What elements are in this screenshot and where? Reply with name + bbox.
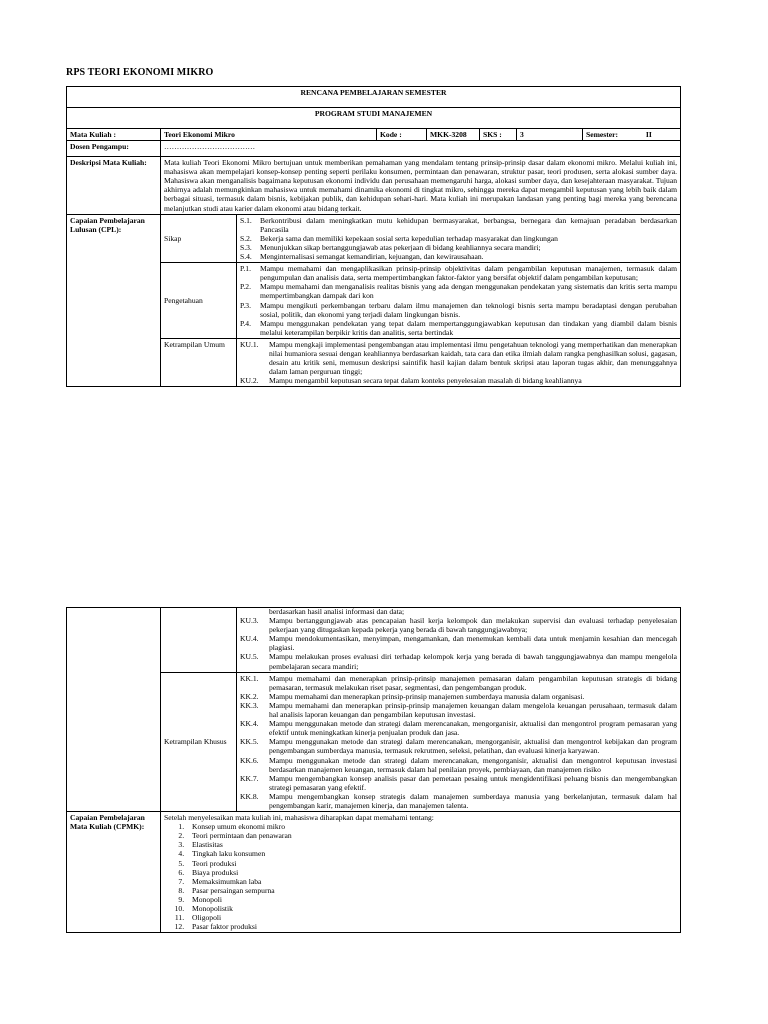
rps-table-page-1 <box>66 86 681 387</box>
ku-item-continued: berdasarkan hasil analisi informasi dan data; <box>269 607 405 616</box>
pengetahuan-item: P.2. Mampu memahami dan menganalisis realitas bisnis yang ada dengan menggunakan pendekatan yang sistematis dan kritis serta mampu mempertimbangkan dampak dari kon <box>240 282 677 301</box>
pengetahuan-item: P.1. Mampu memahami dan mengaplikasikan prinsip-prinsip objektivitas dalam pengambilan keputusan manajemen, termasuk dalam pengumpulan dan analisis data, serta mempertimbangkan faktor-faktor yang bersifat objektif dalam pengambilan keputusan; <box>240 264 677 283</box>
sikap-label: Sikap <box>161 214 237 262</box>
page-2 <box>0 500 768 1024</box>
sikap-item: S.4. Menginternalisasi semangat kemandirian, kejuangan, dan kewirausahaan. <box>240 252 484 262</box>
sikap-item: S.3. Menunjukkan sikap bertanggungjawab atas pekerjaan di bidang keahliannya secara mandiri; <box>240 242 541 252</box>
dosen-value: ……………………………… <box>161 141 681 157</box>
ketrampilan-umum-list <box>237 338 681 386</box>
cpmk-item: 9. Monopoli <box>186 895 677 904</box>
rps-table-page-2 <box>66 607 681 933</box>
cpmk-label: Capaian Pembelajaran Mata Kuliah (CPMK): <box>67 812 161 933</box>
kk-item: KK.6. Mampu menggunakan metode dan strategi dalam merencanakan, mengorganisir, aktualisi dan mengontrol keputusan investasi berdasarkan manajemen keuangan, termasuk dalam hal penilaian proyek, pembiayaan, dan manajemen risiko <box>240 755 677 774</box>
kk-item: KK.7. Mampu mengembangkan konsep analisis pasar dan pemetaan pesaing untuk mengidentifikasi peluang bisnis dan mengembangkan strategi pemasaran yang efektif. <box>240 773 677 792</box>
rps-title: RENCANA PEMBELAJARAN SEMESTER <box>67 87 681 108</box>
ku-item: KU.4. Mampu mendokumentasikan, menyimpan, mengamankan, dan menemukan kembali data untuk menjamin kesahian dan mencegah plagiasi. <box>240 634 677 653</box>
kk-item: KK.2. Mampu memahami dan menerapkan prinsip-prinsip manajemen sumberdaya manusia dalam organisasi. <box>240 691 585 701</box>
mata-kuliah-value: Teori Ekonomi Mikro <box>161 129 377 141</box>
cpmk-item: 3. Elastisitas <box>186 840 677 849</box>
ku-item: KU.5. Mampu melakukan proses evaluasi diri terhadap kelompok kerja yang berada di bawah tanggungjawabnya dan mampu mengelola pembelajaran secara mandiri; <box>240 652 677 671</box>
cpmk-item: 8. Pasar persaingan sempurna <box>186 886 677 895</box>
kk-item: KK.8. Mampu mengembangkan konsep strategis dalam manajemen sumberdaya manusia yang berkelanjutan, termasuk dalam hal pengembangan karir, manajemen kinerja, dan manajemen talenta. <box>240 791 677 810</box>
pengetahuan-label: Pengetahuan <box>161 263 237 339</box>
kk-item: KK.5. Mampu menggunakan metode dan strategi dalam merencanakan, mengorganisir, aktualisi dan mengontrol kebijakan dan program pengembangan sumberdaya manusia, termasuk rekrutmen, seleksi, pelatihan, dan evaluasi kinerja karyawan. <box>240 737 677 756</box>
ku-item: KU.2. Mampu mengambil keputusan secara tepat dalam konteks penyelesaian masalah di bidang keahliannya <box>240 376 582 386</box>
kk-item: KK.3. Mampu memahami dan menerapkan prinsip-prinsip manajemen keuangan dalam mengelola keuangan perusahaan, termasuk dalam hal analisis laporan keuangan dan pengambilan keputusan investasi. <box>240 700 677 720</box>
program-title: PROGRAM STUDI MANAJEMEN <box>67 108 681 129</box>
ketrampilan-umum-label: Ketrampilan Umum <box>161 338 237 386</box>
sks-label: SKS : <box>480 129 517 141</box>
ketrampilan-khusus-label: Ketrampilan Khusus <box>161 672 237 811</box>
cpmk-item: 2. Teori permintaan dan penawaran <box>186 831 677 840</box>
page-1 <box>0 0 768 500</box>
sikap-item: S.2. Bekerja sama dan memiliki kepekaan sosial serta kepedulian terhadap masyarakat dan lingkungan <box>240 233 558 243</box>
deskripsi-label: Deskripsi Mata Kuliah: <box>67 157 161 215</box>
cpl-continued-label <box>67 608 161 812</box>
sikap-list <box>237 214 681 262</box>
pengetahuan-item: P.4. Mampu menggunakan pendekatan yang tepat dalam mempertanggungjawabkan keputusan dan tindakan yang diambil dalam bisnis melalui keterampilan berpikir kritis dan analitis, serta bertindak <box>240 318 677 337</box>
ku-item: KU.1. Mampu mengkaji implementasi pengembangan atau implementasi ilmu pengetahuan teknologi yang memperhatikan dan menerapkan nilai humaniora sesuai dengan keahliannya berdasarkan kaidah, tata cara dan etika ilmiah dalam rangka penghasilkan solusi, gagasan, desain atu kritik seni, memusun deskripsi saintifik hasil kajian dalam bentuk skripsi atau laporan tugas akhir, dan menunggahnya dalam laman perguruan tinggi; <box>240 339 677 377</box>
kode-value: MKK-3208 <box>427 129 480 141</box>
document-title: RPS TEORI EKONOMI MIKRO <box>66 67 214 78</box>
cpl-label: Capaian Pembelajaran Lulusan (CPL): <box>67 214 161 387</box>
ku-continued-list <box>237 608 681 673</box>
cpmk-item: 7. Memaksimumkan laba <box>186 877 677 886</box>
cpmk-intro: Setelah menyelesaikan mata kuliah ini, mahasiswa diharapkan dapat memahami tentang: <box>164 813 434 823</box>
mata-kuliah-label: Mata Kuliah : <box>67 129 161 141</box>
ku-item: KU.3. Mampu bertanggungjawab atas pencapaian hasil kerja kelompok dan melakukan supervisi dan evaluasi terhadap penyelesaian pekerjaan yang ditugaskan kepada pekerja yang berada di bawah tanggungjawabnya; <box>240 616 677 635</box>
kk-item: KK.4. Mampu menggunakan metode dan strategi dalam merencanakan, mengorganisir, aktualisi dan mengontrol program pemasaran yang efektif untuk meningkatkan kinerja penjualan produk dan jasa. <box>240 719 677 738</box>
kk-item: KK.1. Mampu memahami dan menerapkan prinsip-prinsip manajemen pemasaran dalam pengambilan keputusan strategis di bidang pemasaran, termasuk melakukan riset pasar, segmentasi, dan pengembangan produk. <box>240 673 677 692</box>
sikap-item: S.1. Berkontribusi dalam meningkatkan mutu kehidupan bermasyarakat, berbangsa, bernegara dan kemajuan peradaban berdasarkan Pancasila <box>240 215 677 234</box>
cpmk-list <box>164 822 677 931</box>
cpmk-item: 10. Monopolistik <box>186 904 677 913</box>
deskripsi-value: Mata kuliah Teori Ekonomi Mikro bertujuan untuk memberikan pemahaman yang mendalam tentang prinsip-prinsip dasar dalam ekonomi mikro. Melalui kuliah ini, mahasiswa akan mempelajari konsep-konsep penting seperti perilaku konsumen, permintaan dan penawaran, struktur pasar, teori produsen, serta alokasi sumber daya. Mahasiswa akan menganalisis bagaimana keputusan ekonomi individu dan perusahaan memengaruhi harga, alokasi sumber daya, dan kesejahteraan masyarakat. Tujuan akhirnya adalah memungkinkan mahasiswa untuk memahami dinamika ekonomi di tingkat mikro, sehingga mereka dapat mengambil keputusan yang lebih baik dalam berbagai situasi, termasuk dalam bisnis, kebijakan publik, dan kehidupan sehari-hari. Mata kuliah ini merupakan landasan yang penting bagi mereka yang berencana melanjutkan studi atau karier dalam ekonomi atau bidang terkait. <box>161 157 681 215</box>
sks-value: 3 <box>517 129 583 141</box>
kode-label: Kode : <box>377 129 427 141</box>
semester-label: Semester: <box>586 130 619 139</box>
pengetahuan-list <box>237 263 681 339</box>
pengetahuan-item: P.3. Mampu mengikuti perkembangan terbaru dalam ilmu manajemen dan teknologi bisnis serta mampu beradaptasi dengan perubahan sosial, politik, dan ekonomi yang terjadi dalam lingkungan bisnis. <box>240 300 677 319</box>
cpmk-item: 11. Oligopoli <box>186 913 677 922</box>
ku-continued-label <box>161 608 237 673</box>
dosen-label: Dosen Pengampu: <box>67 141 161 157</box>
cpmk-item: 4. Tingkah laku konsumen <box>186 849 677 858</box>
semester-value: II <box>645 130 652 139</box>
cpmk-item: 1. Konsep umum ekonomi mikro <box>186 822 677 831</box>
cpmk-content <box>161 812 681 933</box>
cpmk-item: 6. Biaya produksi <box>186 868 677 877</box>
ketrampilan-khusus-list <box>237 672 681 811</box>
cpmk-item: 12. Pasar faktor produksi <box>186 922 677 931</box>
cpmk-item: 5. Teori produksi <box>186 859 677 868</box>
semester-cell <box>583 129 681 141</box>
